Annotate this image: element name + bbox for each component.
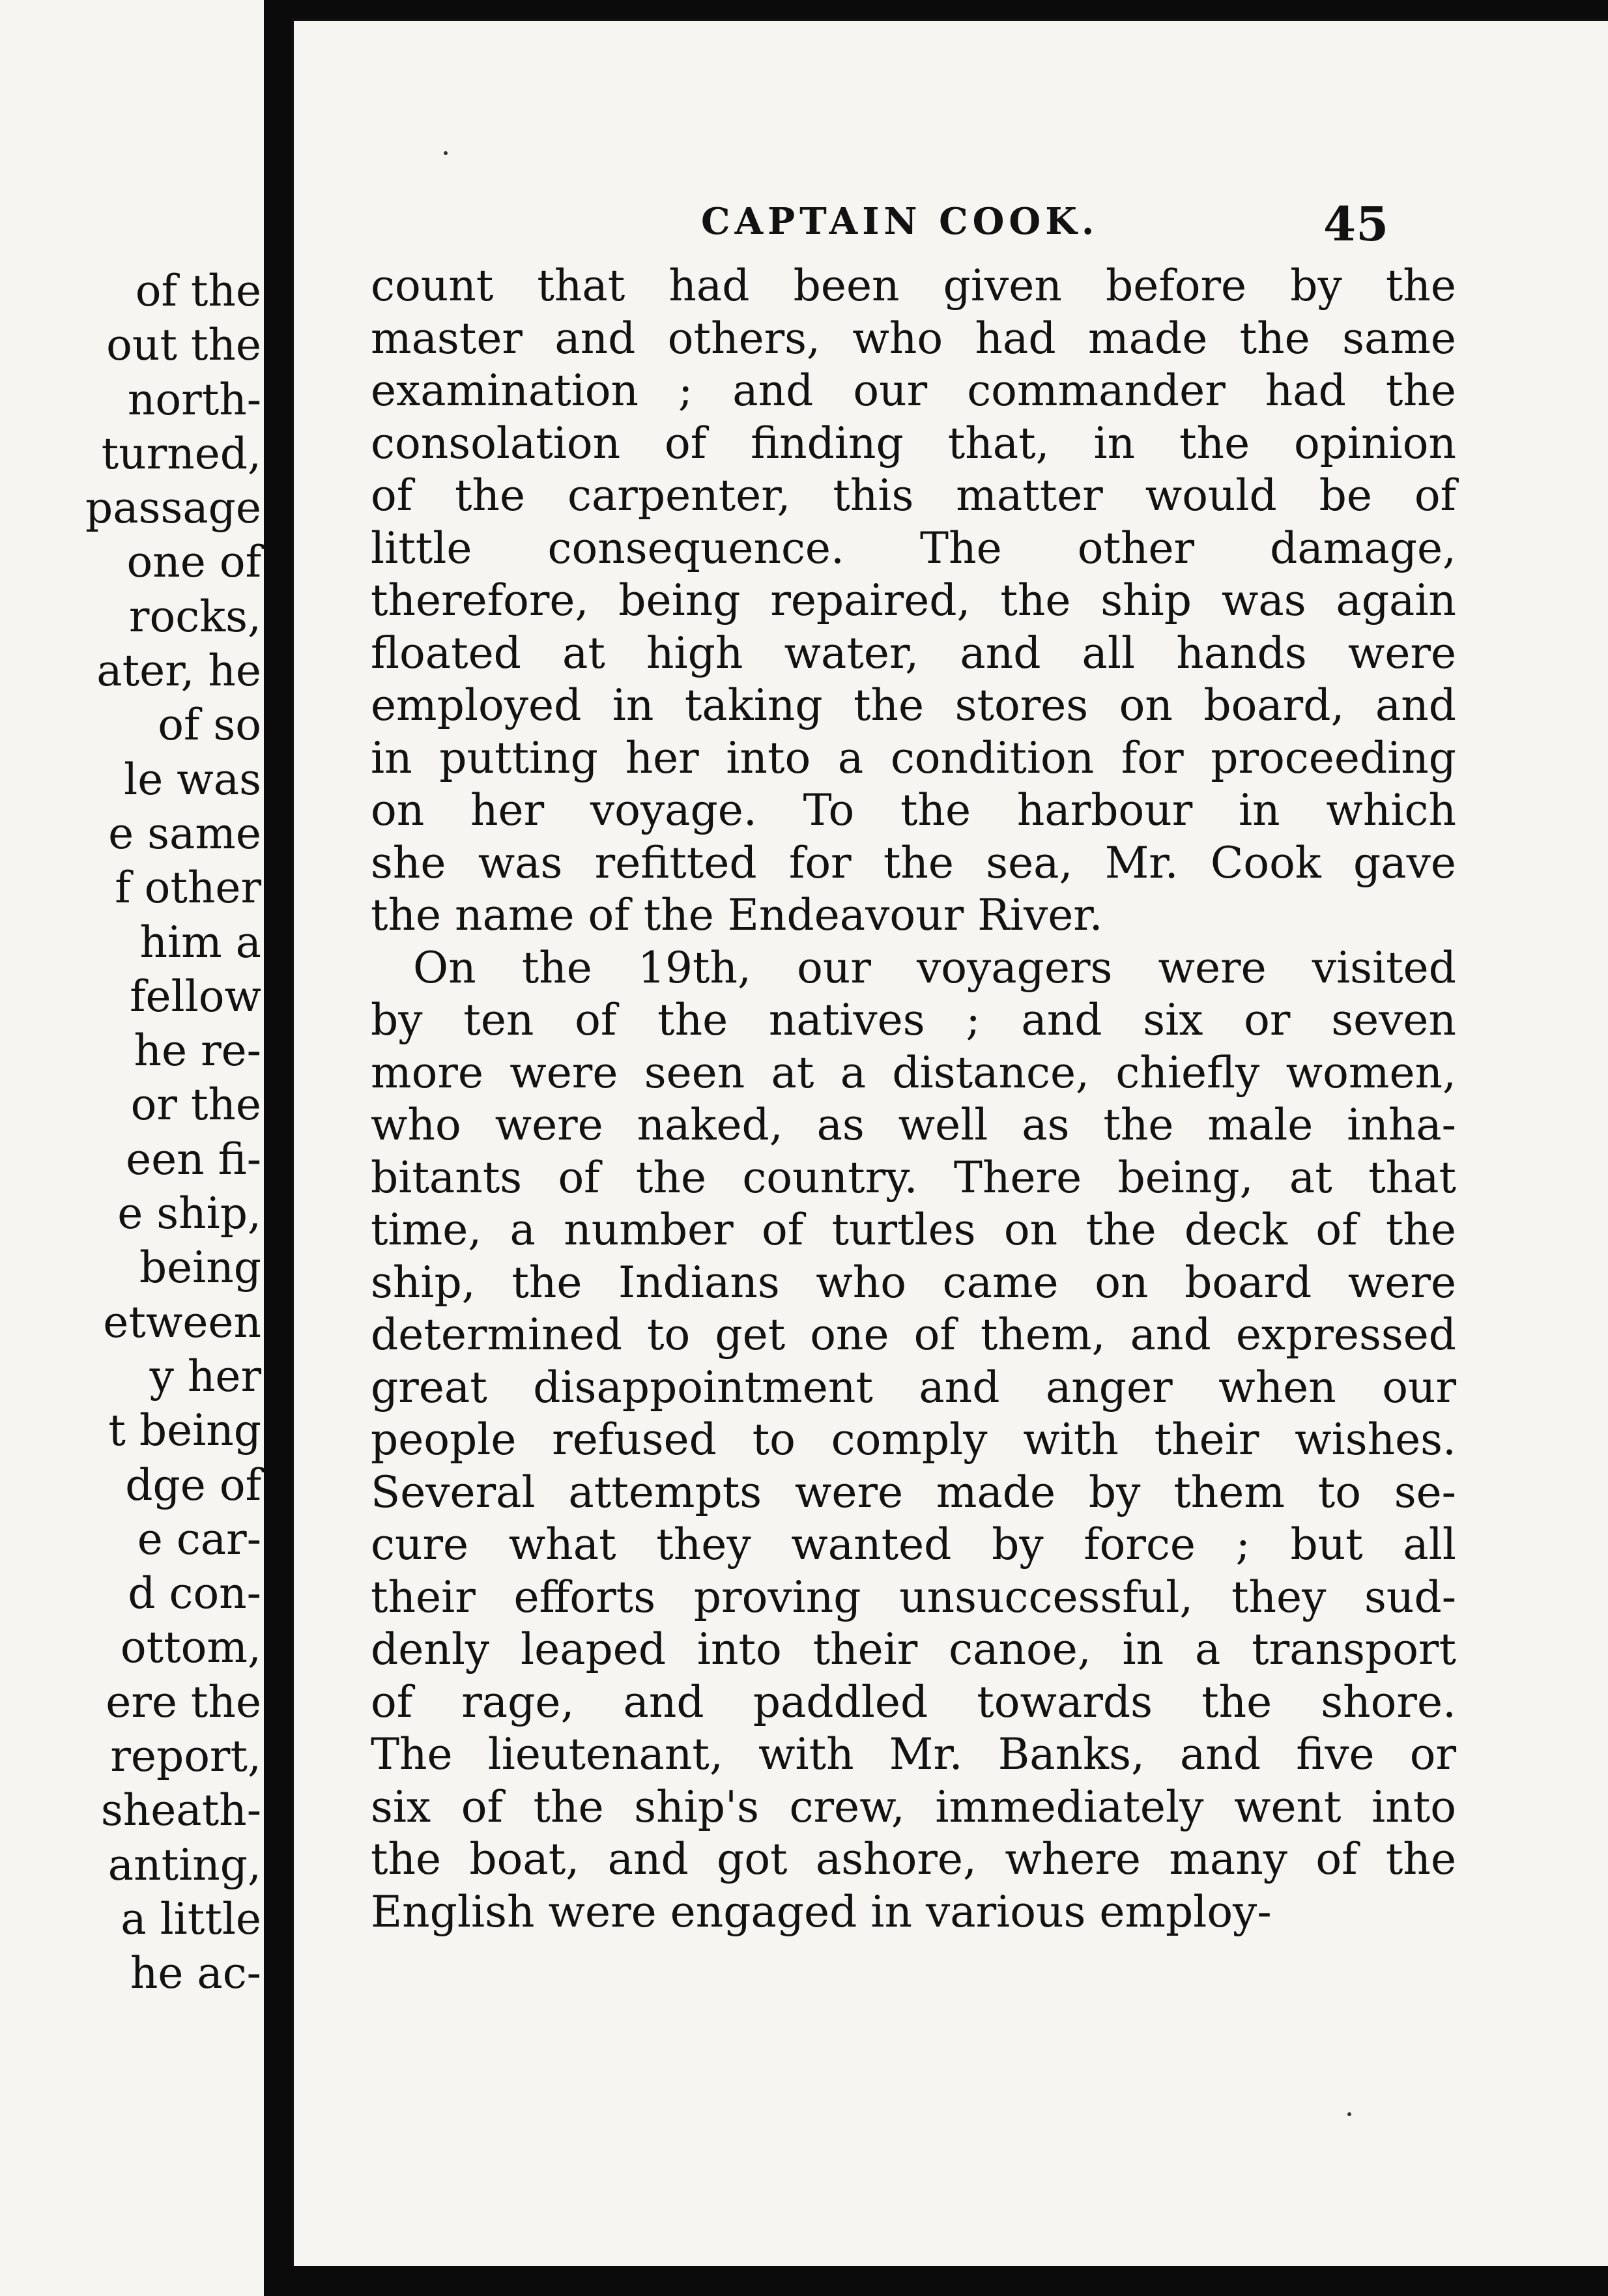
text-line: consolation of finding that, in the opinion <box>371 418 1456 468</box>
left-text-line: dge of <box>125 1459 261 1510</box>
left-page-text <box>85 264 261 2001</box>
text-line: denly leaped into their canoe, in a transport <box>371 1624 1456 1674</box>
text-line: English were engaged in various employ- <box>371 1886 1272 1937</box>
book-gutter <box>264 0 290 2296</box>
left-page <box>0 0 264 2296</box>
right-page <box>291 18 1608 2266</box>
left-text-line: f other <box>115 863 261 913</box>
left-text-line: of so <box>158 700 261 751</box>
text-line: of the carpenter, this matter would be of <box>371 470 1456 521</box>
left-text-line: passage <box>85 483 261 534</box>
left-text-line: anting, <box>108 1839 261 1890</box>
left-text-line: or the <box>130 1080 261 1130</box>
text-line: little consequence. The other damage, <box>371 523 1456 573</box>
text-line: therefore, being repaired, the ship was again <box>371 575 1456 625</box>
text-line: by ten of the natives ; and six or seven <box>371 995 1456 1045</box>
text-line: on her voyage. To the harbour in which <box>371 785 1456 835</box>
left-text-line: he re- <box>134 1026 261 1076</box>
paper-speck <box>444 151 448 155</box>
left-text-line: being <box>139 1242 261 1293</box>
text-line: determined to get one of them, and expressed <box>371 1310 1456 1360</box>
left-text-line: etween <box>103 1297 261 1347</box>
text-line: bitants of the country. There being, at that <box>371 1152 1456 1203</box>
left-text-line: him a <box>139 917 261 968</box>
text-line: On the 19th, our voyagers were visited <box>413 942 1456 993</box>
left-text-line: t being <box>108 1405 261 1456</box>
left-text-line: he ac- <box>130 1948 261 1999</box>
text-line: the boat, and got ashore, where many of the <box>371 1834 1456 1884</box>
text-line: master and others, who had made the same <box>371 313 1456 364</box>
left-text-line: le was <box>124 754 261 805</box>
left-text-line: a little <box>121 1893 261 1944</box>
left-text-line: e car- <box>137 1514 261 1564</box>
page-number: 45 <box>1323 196 1389 251</box>
text-line: of rage, and paddled towards the shore. <box>371 1676 1456 1727</box>
left-text-line: y her <box>149 1351 261 1401</box>
left-text-line: sheath- <box>100 1785 261 1836</box>
left-text-line: report, <box>110 1731 261 1782</box>
left-text-line: one of <box>126 537 261 588</box>
text-line: examination ; and our commander had the <box>371 366 1456 416</box>
text-line: in putting her into a condition for proceeding <box>371 732 1456 783</box>
left-text-line: ere the <box>106 1676 261 1727</box>
text-line: six of the ship's crew, immediately went into <box>371 1781 1456 1832</box>
text-line: Several attempts were made by them to se- <box>371 1467 1456 1517</box>
text-line: floated at high water, and all hands were <box>371 627 1456 678</box>
text-line: The lieutenant, with Mr. Banks, and five or <box>371 1729 1456 1779</box>
text-line: the name of the Endeavour River. <box>371 890 1103 940</box>
left-text-line: fellow <box>130 971 261 1022</box>
text-line: employed in taking the stores on board, and <box>371 680 1456 730</box>
text-line: more were seen at a distance, chiefly women, <box>371 1047 1456 1098</box>
left-text-line: ater, he <box>96 646 261 696</box>
text-line: she was refitted for the sea, Mr. Cook gave <box>371 837 1456 888</box>
text-line: count that had been given before by the <box>371 261 1456 311</box>
text-line: who were naked, as well as the male inha- <box>371 1100 1456 1150</box>
left-text-line: een fi- <box>126 1134 261 1184</box>
text-line: people refused to comply with their wishes. <box>371 1414 1456 1465</box>
left-text-line: rocks, <box>128 591 261 642</box>
text-line: time, a number of turtles on the deck of the <box>371 1205 1456 1255</box>
text-line: their efforts proving unsuccessful, they sud- <box>371 1571 1456 1622</box>
running-head: CAPTAIN COOK. <box>701 200 1099 243</box>
left-text-line: d con- <box>128 1568 261 1619</box>
text-line: cure what they wanted by force ; but all <box>371 1519 1456 1570</box>
page-header <box>294 196 1608 259</box>
left-text-line: turned, <box>101 428 261 479</box>
paper-speck <box>1347 2112 1351 2116</box>
text-line: ship, the Indians who came on board were <box>371 1257 1456 1308</box>
left-text-line: of the <box>135 266 261 316</box>
left-text-line: out the <box>106 320 261 371</box>
body-text <box>371 260 1456 1938</box>
left-text-line: e same <box>108 808 261 859</box>
left-text-line: ottom, <box>120 1622 261 1673</box>
text-line: great disappointment and anger when our <box>371 1362 1456 1413</box>
left-text-line: e ship, <box>117 1188 261 1239</box>
left-text-line: north- <box>127 374 261 425</box>
